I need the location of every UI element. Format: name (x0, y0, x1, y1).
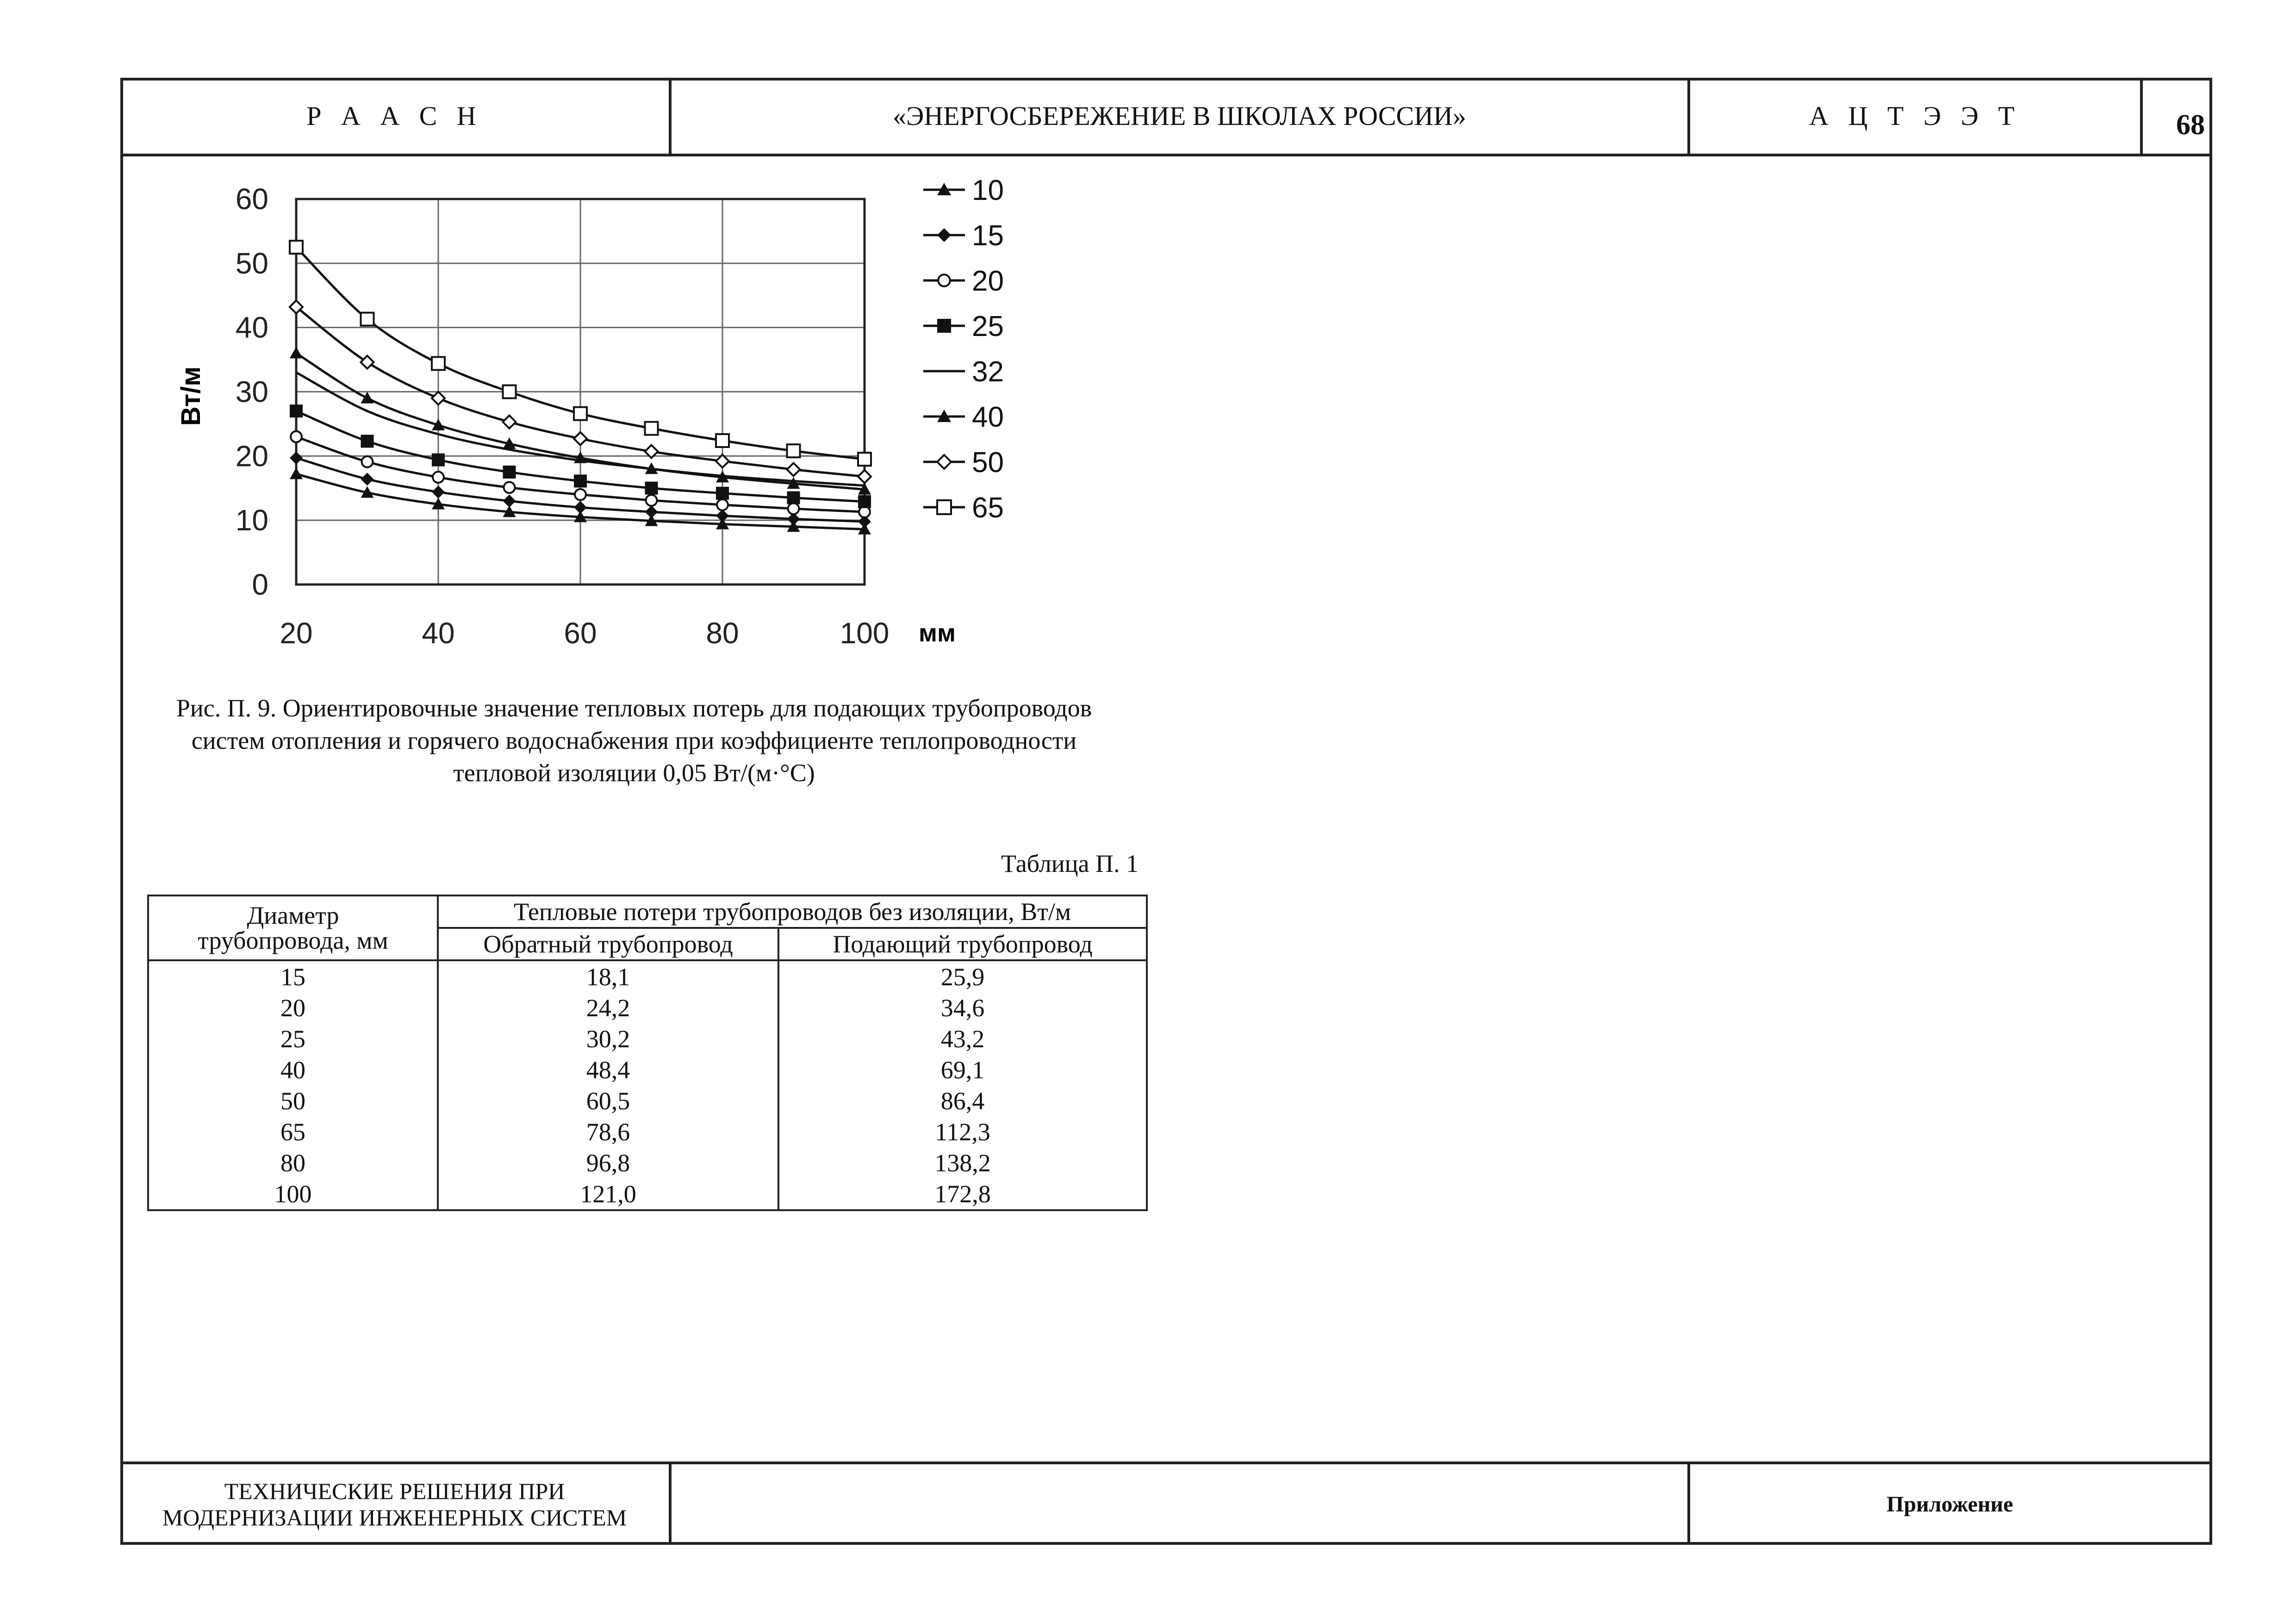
series-marker (290, 467, 303, 479)
series-marker (717, 499, 728, 510)
table-cell-return: 60,5 (438, 1085, 778, 1116)
x-axis-ticks (280, 616, 889, 650)
x-axis-label: мм (919, 619, 956, 647)
table-cell-diameter: 15 (148, 960, 438, 992)
legend-label: 40 (972, 401, 1004, 433)
legend-item (923, 447, 1004, 479)
legend-label: 10 (972, 174, 1004, 206)
y-axis-ticks (236, 182, 268, 601)
header-title: «ЭНЕРГОСБЕРЕЖЕНИЕ В ШКОЛАХ РОССИИ» (893, 100, 1466, 131)
series-marker (574, 432, 587, 445)
legend-item (923, 356, 1004, 388)
series-marker (361, 356, 374, 369)
series-marker (858, 495, 871, 508)
series-marker (290, 347, 303, 358)
x-tick-label: 20 (280, 616, 313, 650)
table-header-return: Обратный трубопровод (438, 928, 778, 960)
table-cell-return: 24,2 (438, 992, 778, 1023)
table-row (148, 1023, 1147, 1054)
legend-label: 20 (972, 265, 1004, 297)
y-tick-label: 30 (235, 375, 268, 409)
series-marker (432, 454, 445, 466)
x-tick-label: 100 (840, 616, 890, 650)
page-number: 68 (2176, 109, 2205, 141)
figure-caption (125, 692, 1143, 790)
legend-item (923, 492, 1004, 524)
series-marker (645, 505, 658, 518)
y-tick-label: 40 (235, 311, 268, 344)
table-row (148, 1147, 1147, 1178)
footer-left-line2: МОДЕРНИЗАЦИИ ИНЖЕНЕРНЫХ СИСТЕМ (162, 1505, 627, 1530)
series-marker (646, 495, 657, 506)
y-tick-label: 0 (252, 568, 268, 601)
footer-center (672, 1464, 1687, 1545)
table-cell-diameter: 40 (148, 1054, 438, 1085)
footer-right: Приложение (1886, 1492, 2013, 1517)
y-tick-label: 10 (235, 504, 268, 537)
chart-legend (923, 174, 1004, 524)
table-header-diameter (148, 895, 438, 960)
series-marker (716, 487, 729, 500)
table-header-group: Тепловые потери трубопроводов без изоляции, Вт/м (438, 895, 1147, 928)
table-cell-supply: 69,1 (778, 1054, 1147, 1085)
series-marker (362, 456, 373, 467)
header-left-raasn: Р А А С Н (306, 100, 483, 131)
heat-loss-table (147, 895, 1148, 1211)
series-marker (787, 463, 800, 476)
table-row (148, 1178, 1147, 1210)
series-marker (858, 453, 871, 466)
table-cell-supply: 34,6 (778, 992, 1147, 1023)
series-marker (361, 313, 374, 326)
series-marker (504, 482, 515, 493)
y-tick-label: 50 (235, 246, 268, 280)
table-cell-return: 48,4 (438, 1054, 778, 1085)
table-row (148, 960, 1147, 992)
series-marker (937, 500, 951, 514)
series-marker (503, 466, 516, 479)
table-cell-return: 30,2 (438, 1023, 778, 1054)
series-marker (788, 503, 799, 514)
series-marker (574, 501, 587, 514)
table-cell-supply: 138,2 (778, 1147, 1147, 1178)
table-title: Таблица П. 1 (1001, 850, 1139, 877)
table-cell-supply: 86,4 (778, 1085, 1147, 1116)
series-marker (433, 472, 444, 483)
legend-label: 32 (972, 356, 1004, 388)
footer-left (120, 1464, 669, 1545)
series-marker (290, 241, 303, 254)
series-marker (938, 274, 950, 286)
table-cell-diameter: 65 (148, 1116, 438, 1147)
series-marker (645, 422, 658, 435)
table-row (148, 1116, 1147, 1147)
table-cell-diameter: 50 (148, 1085, 438, 1116)
series-marker (937, 228, 951, 242)
series-marker (716, 434, 729, 447)
legend-item (923, 265, 1004, 297)
series-marker (432, 357, 445, 370)
x-tick-label: 60 (564, 616, 597, 650)
legend-label: 50 (972, 447, 1004, 479)
table-cell-supply: 112,3 (778, 1116, 1147, 1147)
legend-label: 15 (972, 220, 1004, 252)
page-footer (120, 1461, 2212, 1545)
y-axis-label: Вт/м (176, 366, 206, 426)
x-tick-label: 40 (422, 616, 455, 650)
table-cell-supply: 172,8 (778, 1178, 1147, 1210)
table-cell-diameter: 100 (148, 1178, 438, 1210)
series-marker (787, 491, 800, 504)
legend-item (923, 220, 1004, 252)
footer-left-line1: ТЕХНИЧЕСКИЕ РЕШЕНИЯ ПРИ (224, 1478, 565, 1504)
series-marker (432, 485, 445, 498)
series-marker (787, 444, 800, 457)
caption-line: тепловой изоляции 0,05 Вт/(м·°С) (453, 759, 815, 787)
y-tick-label: 20 (235, 439, 268, 473)
x-tick-label: 80 (706, 616, 739, 650)
caption-line: Рис. П. 9. Ориентировочные значение тепловых потерь для подающих трубопроводов (176, 694, 1092, 722)
series-marker (575, 489, 586, 500)
table-row (148, 1054, 1147, 1085)
table-header-diameter-line2: трубопровода, мм (198, 927, 388, 954)
table-body (148, 960, 1147, 1210)
table-cell-supply: 25,9 (778, 960, 1147, 992)
table-row (148, 1085, 1147, 1116)
series-marker (937, 319, 951, 333)
series-marker (858, 470, 871, 483)
table-cell-diameter: 25 (148, 1023, 438, 1054)
legend-label: 25 (972, 311, 1004, 342)
table-header-diameter-line1: Диаметр (247, 902, 339, 929)
series-marker (503, 416, 516, 429)
table-cell-diameter: 80 (148, 1147, 438, 1178)
legend-item (923, 311, 1004, 342)
series-marker (432, 392, 445, 404)
table-header-supply: Подающий трубопровод (778, 928, 1147, 960)
legend-label: 65 (972, 492, 1004, 524)
table-cell-supply: 43,2 (778, 1023, 1147, 1054)
table-cell-diameter: 20 (148, 992, 438, 1023)
series-marker (645, 482, 658, 495)
table-cell-return: 78,6 (438, 1116, 778, 1147)
series-marker (290, 451, 303, 464)
series-marker (503, 386, 516, 398)
legend-item (923, 174, 1004, 206)
y-tick-label: 60 (235, 182, 268, 216)
header-right-actee: А Ц Т Э Э Т (1809, 100, 2021, 131)
series-marker (503, 495, 516, 508)
table-cell-return: 96,8 (438, 1147, 778, 1178)
series-marker (361, 435, 374, 448)
series-marker (574, 407, 587, 420)
series-marker (291, 431, 302, 442)
table-cell-return: 121,0 (438, 1178, 778, 1210)
table-row (148, 992, 1147, 1023)
series-marker (937, 455, 951, 469)
series-marker (290, 404, 303, 417)
series-marker (574, 474, 587, 487)
legend-item (923, 401, 1004, 433)
caption-line: систем отопления и горячего водоснабжения при коэффициенте теплопроводности (191, 727, 1077, 755)
series-marker (361, 392, 374, 403)
series-marker (361, 473, 374, 485)
table-cell-return: 18,1 (438, 960, 778, 992)
